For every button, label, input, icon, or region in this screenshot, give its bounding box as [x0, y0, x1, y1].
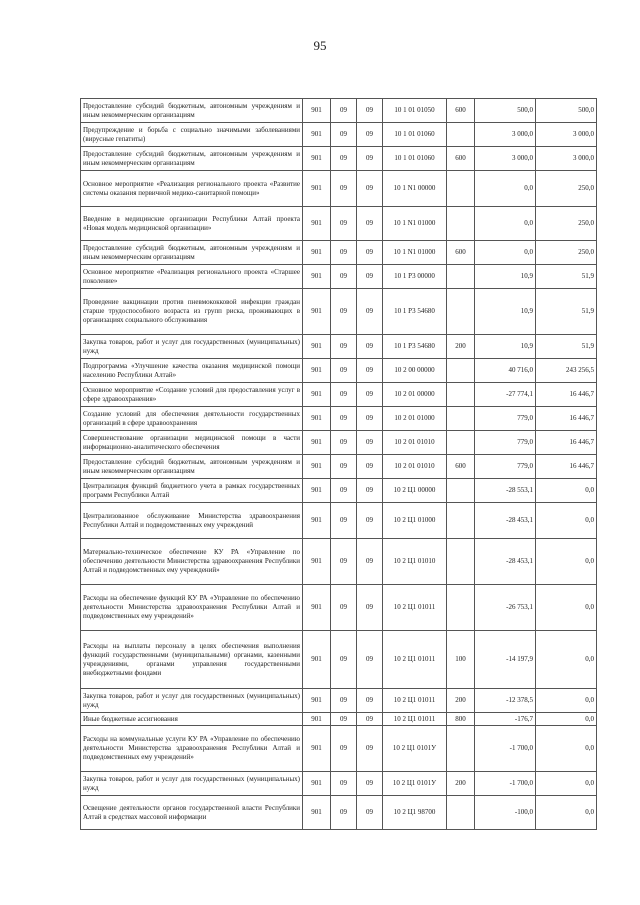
row-csr: 10 1 N1 00000 [383, 171, 447, 207]
row-rz: 09 [331, 289, 357, 335]
row-csr: 10 2 Ц1 01011 [383, 631, 447, 689]
row-csr: 10 1 01 01060 [383, 147, 447, 171]
row-name: Расходы на коммунальные услуги КУ РА «Управление по обеспечению деятельности Министерства здравоохранения Республики Алтай и подведомственных ему учреждений» [81, 726, 303, 772]
row-csr: 10 1 01 01060 [383, 123, 447, 147]
row-sum-1: 500,0 [475, 99, 536, 123]
table-row [81, 455, 597, 479]
row-vr: 600 [447, 147, 475, 171]
row-vr [447, 359, 475, 383]
row-rz: 09 [331, 147, 357, 171]
row-name: Подпрограмма «Улучшение качества оказания медицинской помощи населению Республики Алтай» [81, 359, 303, 383]
row-gr: 901 [303, 265, 331, 289]
row-pr: 09 [357, 726, 383, 772]
table-row [81, 123, 597, 147]
row-rz: 09 [331, 171, 357, 207]
row-name: Иные бюджетные ассигнования [81, 713, 303, 726]
row-pr: 09 [357, 772, 383, 796]
row-rz: 09 [331, 726, 357, 772]
row-sum-2: 243 256,5 [536, 359, 597, 383]
row-rz: 09 [331, 99, 357, 123]
row-sum-1: 3 000,0 [475, 147, 536, 171]
row-name: Централизация функций бюджетного учета в рамках государственных программ Республики Алтай [81, 479, 303, 503]
row-sum-2: 51,9 [536, 335, 597, 359]
row-pr: 09 [357, 335, 383, 359]
row-rz: 09 [331, 123, 357, 147]
row-rz: 09 [331, 713, 357, 726]
row-sum-1: 10,9 [475, 265, 536, 289]
row-sum-2: 0,0 [536, 539, 597, 585]
row-csr: 10 1 01 01050 [383, 99, 447, 123]
row-csr: 10 2 Ц1 01011 [383, 713, 447, 726]
table-row [81, 289, 597, 335]
row-name: Закупка товаров, работ и услуг для государственных (муниципальных) нужд [81, 689, 303, 713]
row-vr [447, 123, 475, 147]
row-sum-2: 0,0 [536, 585, 597, 631]
row-gr: 901 [303, 479, 331, 503]
row-gr: 901 [303, 359, 331, 383]
row-csr: 10 1 N1 01000 [383, 207, 447, 241]
row-sum-1: -12 378,5 [475, 689, 536, 713]
row-gr: 901 [303, 383, 331, 407]
table-row [81, 265, 597, 289]
row-vr [447, 171, 475, 207]
row-gr: 901 [303, 171, 331, 207]
row-gr: 901 [303, 207, 331, 241]
row-pr: 09 [357, 431, 383, 455]
row-pr: 09 [357, 585, 383, 631]
row-csr: 10 1 P3 54680 [383, 335, 447, 359]
row-vr [447, 796, 475, 830]
row-rz: 09 [331, 265, 357, 289]
row-rz: 09 [331, 479, 357, 503]
row-vr: 600 [447, 455, 475, 479]
row-vr [447, 726, 475, 772]
table-row [81, 359, 597, 383]
row-gr: 901 [303, 772, 331, 796]
row-csr: 10 2 Ц1 01000 [383, 503, 447, 539]
row-pr: 09 [357, 359, 383, 383]
row-rz: 09 [331, 207, 357, 241]
row-gr: 901 [303, 407, 331, 431]
budget-table [80, 98, 597, 830]
row-rz: 09 [331, 539, 357, 585]
row-sum-1: -28 453,1 [475, 503, 536, 539]
table-row [81, 689, 597, 713]
row-sum-2: 0,0 [536, 689, 597, 713]
row-sum-1: -28 453,1 [475, 539, 536, 585]
table-row [81, 585, 597, 631]
table-row [81, 407, 597, 431]
row-gr: 901 [303, 726, 331, 772]
row-sum-2: 0,0 [536, 796, 597, 830]
row-pr: 09 [357, 99, 383, 123]
row-sum-1: 0,0 [475, 207, 536, 241]
row-rz: 09 [331, 585, 357, 631]
row-pr: 09 [357, 207, 383, 241]
row-csr: 10 1 P3 54680 [383, 289, 447, 335]
row-sum-1: -27 774,1 [475, 383, 536, 407]
row-sum-2: 16 446,7 [536, 383, 597, 407]
row-sum-1: -176,7 [475, 713, 536, 726]
row-sum-1: -26 753,1 [475, 585, 536, 631]
row-sum-2: 250,0 [536, 207, 597, 241]
row-name: Закупка товаров, работ и услуг для государственных (муниципальных) нужд [81, 772, 303, 796]
row-csr: 10 2 01 00000 [383, 383, 447, 407]
row-rz: 09 [331, 407, 357, 431]
row-gr: 901 [303, 503, 331, 539]
row-sum-1: 779,0 [475, 455, 536, 479]
row-sum-2: 0,0 [536, 772, 597, 796]
row-gr: 901 [303, 796, 331, 830]
row-sum-1: 10,9 [475, 335, 536, 359]
row-vr [447, 539, 475, 585]
row-name: Закупка товаров, работ и услуг для государственных (муниципальных) нужд [81, 335, 303, 359]
row-sum-2: 250,0 [536, 171, 597, 207]
table-row [81, 772, 597, 796]
table-row [81, 207, 597, 241]
row-rz: 09 [331, 772, 357, 796]
row-pr: 09 [357, 455, 383, 479]
row-vr [447, 383, 475, 407]
row-gr: 901 [303, 431, 331, 455]
row-pr: 09 [357, 503, 383, 539]
table-row [81, 713, 597, 726]
row-name: Материально-техническое обеспечение КУ РА «Управление по обеспечению деятельности Министерства здравоохранения Республики Алтай и подведомственных ему учреждений» [81, 539, 303, 585]
row-rz: 09 [331, 631, 357, 689]
row-name: Основное мероприятие «Реализация регионального проекта «Развитие системы оказания первичной медико-санитарной помощи» [81, 171, 303, 207]
table-row [81, 539, 597, 585]
row-csr: 10 2 Ц1 98700 [383, 796, 447, 830]
row-name: Предоставление субсидий бюджетным, автономным учреждениям и иным некоммерческим организациям [81, 99, 303, 123]
row-name: Освещение деятельности органов государственной власти Республики Алтай в средствах массовой информации [81, 796, 303, 830]
row-pr: 09 [357, 383, 383, 407]
row-sum-1: -14 197,9 [475, 631, 536, 689]
table-row [81, 171, 597, 207]
table-row [81, 431, 597, 455]
row-sum-1: 779,0 [475, 407, 536, 431]
row-csr: 10 2 Ц1 01011 [383, 689, 447, 713]
row-name: Предоставление субсидий бюджетным, автономным учреждениям и иным некоммерческим организациям [81, 147, 303, 171]
row-name: Проведение вакцинации против пневмококковой инфекции граждан старше трудоспособного возраста из групп риска, проживающих в организациях социального обслуживания [81, 289, 303, 335]
row-sum-2: 0,0 [536, 713, 597, 726]
page-number: 95 [313, 38, 327, 53]
row-csr: 10 1 N1 01000 [383, 241, 447, 265]
row-csr: 10 2 01 01010 [383, 455, 447, 479]
row-sum-2: 16 446,7 [536, 407, 597, 431]
row-vr [447, 503, 475, 539]
row-vr: 800 [447, 713, 475, 726]
row-pr: 09 [357, 539, 383, 585]
row-name: Основное мероприятие «Создание условий для предоставления услуг в сфере здравоохранения» [81, 383, 303, 407]
row-gr: 901 [303, 539, 331, 585]
row-gr: 901 [303, 123, 331, 147]
row-vr: 100 [447, 631, 475, 689]
row-pr: 09 [357, 713, 383, 726]
row-rz: 09 [331, 431, 357, 455]
row-vr [447, 265, 475, 289]
row-vr: 200 [447, 772, 475, 796]
row-pr: 09 [357, 171, 383, 207]
row-gr: 901 [303, 455, 331, 479]
row-sum-2: 51,9 [536, 265, 597, 289]
row-gr: 901 [303, 689, 331, 713]
row-sum-1: -1 700,0 [475, 726, 536, 772]
row-vr: 600 [447, 99, 475, 123]
row-vr [447, 479, 475, 503]
row-vr [447, 207, 475, 241]
row-sum-1: 0,0 [475, 171, 536, 207]
row-csr: 10 2 00 00000 [383, 359, 447, 383]
row-rz: 09 [331, 241, 357, 265]
row-sum-1: 10,9 [475, 289, 536, 335]
row-name: Расходы на обеспечение функций КУ РА «Управление по обеспечению деятельности Министерства здравоохранения Республики Алтай и подведомственных ему учреждений» [81, 585, 303, 631]
row-sum-1: -1 700,0 [475, 772, 536, 796]
row-pr: 09 [357, 147, 383, 171]
row-pr: 09 [357, 631, 383, 689]
row-sum-2: 0,0 [536, 631, 597, 689]
row-gr: 901 [303, 289, 331, 335]
row-sum-1: -28 553,1 [475, 479, 536, 503]
row-sum-2: 16 446,7 [536, 455, 597, 479]
row-gr: 901 [303, 585, 331, 631]
row-pr: 09 [357, 479, 383, 503]
row-sum-2: 500,0 [536, 99, 597, 123]
row-name: Предоставление субсидий бюджетным, автономным учреждениям и иным некоммерческим организациям [81, 455, 303, 479]
row-sum-2: 250,0 [536, 241, 597, 265]
row-sum-2: 16 446,7 [536, 431, 597, 455]
row-pr: 09 [357, 407, 383, 431]
table-row [81, 726, 597, 772]
row-csr: 10 1 P3 00000 [383, 265, 447, 289]
row-gr: 901 [303, 99, 331, 123]
row-pr: 09 [357, 241, 383, 265]
row-csr: 10 2 Ц1 01011 [383, 585, 447, 631]
row-rz: 09 [331, 359, 357, 383]
row-csr: 10 2 Ц1 01010 [383, 539, 447, 585]
row-sum-1: -100,0 [475, 796, 536, 830]
row-pr: 09 [357, 796, 383, 830]
row-csr: 10 2 Ц1 0101У [383, 726, 447, 772]
row-sum-2: 0,0 [536, 503, 597, 539]
table-row [81, 335, 597, 359]
row-rz: 09 [331, 335, 357, 359]
row-gr: 901 [303, 241, 331, 265]
row-vr: 600 [447, 241, 475, 265]
table-row [81, 241, 597, 265]
row-name: Предоставление субсидий бюджетным, автономным учреждениям и иным некоммерческим организациям [81, 241, 303, 265]
row-gr: 901 [303, 713, 331, 726]
row-pr: 09 [357, 123, 383, 147]
row-sum-1: 779,0 [475, 431, 536, 455]
row-pr: 09 [357, 689, 383, 713]
row-name: Централизованное обслуживание Министерства здравоохранения Республики Алтай и подведомственных ему учреждений [81, 503, 303, 539]
table-row [81, 631, 597, 689]
row-name: Введение в медицинские организации Республики Алтай проекта «Новая модель медицинской организации» [81, 207, 303, 241]
row-sum-1: 0,0 [475, 241, 536, 265]
row-vr [447, 585, 475, 631]
row-name: Предупреждение и борьба с социально значимыми заболеваниями (вирусные гепатиты) [81, 123, 303, 147]
table-row [81, 99, 597, 123]
row-sum-2: 0,0 [536, 479, 597, 503]
row-rz: 09 [331, 383, 357, 407]
table-row [81, 147, 597, 171]
row-vr [447, 407, 475, 431]
row-csr: 10 2 Ц1 00000 [383, 479, 447, 503]
row-pr: 09 [357, 289, 383, 335]
row-name: Основное мероприятие «Реализация регионального проекта «Старшее поколение» [81, 265, 303, 289]
row-gr: 901 [303, 335, 331, 359]
row-rz: 09 [331, 503, 357, 539]
row-rz: 09 [331, 689, 357, 713]
row-rz: 09 [331, 455, 357, 479]
row-pr: 09 [357, 265, 383, 289]
row-gr: 901 [303, 631, 331, 689]
row-vr [447, 431, 475, 455]
row-rz: 09 [331, 796, 357, 830]
table-row [81, 503, 597, 539]
table-row [81, 796, 597, 830]
row-name: Создание условий для обеспечения деятельности государственных организаций в сфере здравоохранения [81, 407, 303, 431]
row-sum-2: 3 000,0 [536, 147, 597, 171]
row-sum-1: 40 716,0 [475, 359, 536, 383]
row-csr: 10 2 01 01010 [383, 431, 447, 455]
row-sum-2: 3 000,0 [536, 123, 597, 147]
row-vr [447, 289, 475, 335]
table-row [81, 479, 597, 503]
row-name: Совершенствование организации медицинской помощи в части информационно-аналитического обеспечения [81, 431, 303, 455]
row-gr: 901 [303, 147, 331, 171]
row-sum-2: 0,0 [536, 726, 597, 772]
row-sum-1: 3 000,0 [475, 123, 536, 147]
row-vr: 200 [447, 689, 475, 713]
row-csr: 10 2 01 01000 [383, 407, 447, 431]
row-name: Расходы на выплаты персоналу в целях обеспечения выполнения функций государственными (муниципальными) органами, казенными учреждениями, органами управления государственными внебюджетными фондами [81, 631, 303, 689]
row-sum-2: 51,9 [536, 289, 597, 335]
table-row [81, 383, 597, 407]
row-csr: 10 2 Ц1 0101У [383, 772, 447, 796]
row-vr: 200 [447, 335, 475, 359]
